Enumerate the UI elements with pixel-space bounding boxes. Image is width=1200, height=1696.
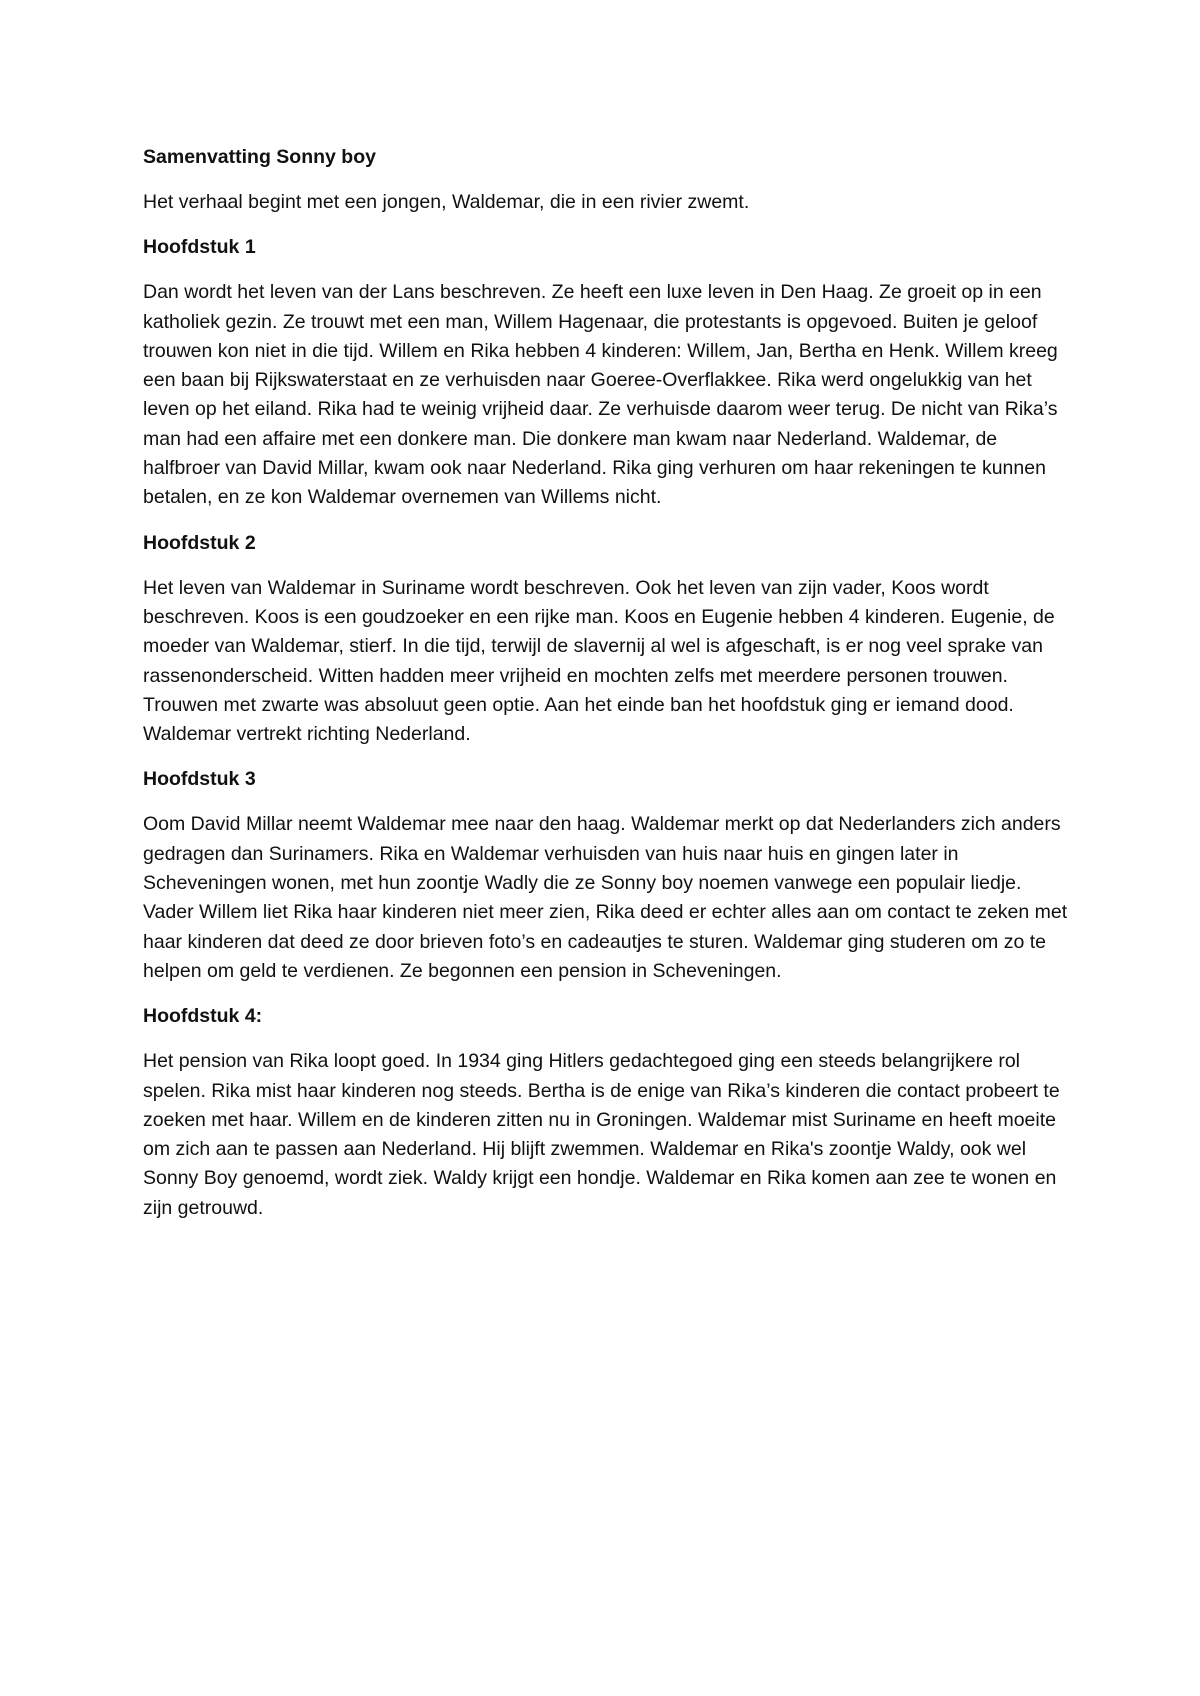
chapter-2 [143, 529, 1068, 750]
document-page [143, 143, 1068, 1239]
chapter-heading: Hoofdstuk 1 [143, 236, 256, 259]
chapter-paragraph: Het leven van Waldemar in Suriname wordt beschreven. Ook het leven van zijn vader, Koos wordt beschreven. Koos is een goudzoeker en een rijke man. Koos en Eugenie hebben 4 kinderen. Eugenie, de moeder van Waldemar, stierf. In die tijd, terwijl de slavernij al wel is afgeschaft, is er nog veel sprake van rassenonderscheid. Witten hadden meer vrijheid en mochten zelfs met meerdere personen trouwen. Trouwen met zwarte was absoluut geen optie. Aan het einde ban het hoofdstuk ging er iemand dood. Waldemar vertrekt richting Nederland. [143, 576, 1055, 746]
chapter-3 [143, 765, 1068, 986]
chapter-paragraph: Het pension van Rika loopt goed. In 1934 ging Hitlers gedachtegoed ging een steeds belangrijkere rol spelen. Rika mist haar kinderen nog steeds. Bertha is de enige van Rika’s kinderen die contact probeert te zoeken met haar. Willem en de kinderen zitten nu in Groningen. Waldemar mist Suriname en heeft moeite om zich aan te passen aan Nederland. Hij blijft zwemmen. Waldemar en Rika's zoontje Waldy, ook wel Sonny Boy genoemd, wordt ziek. Waldy krijgt een hondje. Waldemar en Rika komen aan zee te wonen en zijn getrouwd. [143, 1050, 1060, 1219]
document-title: Samenvatting Sonny boy [143, 146, 376, 168]
chapter-1 [143, 233, 1068, 512]
chapter-paragraph: Oom David Millar neemt Waldemar mee naar den haag. Waldemar merkt op dat Nederlanders zich anders gedragen dan Surinamers. Rika en Waldemar verhuisden van huis naar huis en gingen later in Scheveningen wonen, met hun zoontje Wadly die ze Sonny boy noemen vanwege een populair liedje. Vader Willem liet Rika haar kinderen niet meer zien, Rika deed er echter alles aan om contact te zeken met haar kinderen dat deed ze door brieven foto’s en cadeautjes te sturen. Waldemar ging studeren om zo te helpen om geld te verdienen. Ze begonnen een pension in Scheveningen. [143, 813, 1068, 982]
chapter-heading: Hoofdstuk 2 [143, 531, 256, 554]
chapter-heading: Hoofdstuk 4: [143, 1005, 263, 1028]
chapter-heading: Hoofdstuk 3 [143, 768, 256, 791]
intro-paragraph: Het verhaal begint met een jongen, Waldemar, die in een rivier zwemt. [143, 191, 750, 213]
chapter-paragraph: Dan wordt het leven van der Lans beschreven. Ze heeft een luxe leven in Den Haag. Ze groeit op in een katholiek gezin. Ze trouwt met een man, Willem Hagenaar, die protestants is opgevoed. Buiten je geloof trouwen kon niet in die tijd. Willem en Rika hebben 4 kinderen: Willem, Jan, Bertha en Henk. Willem kreeg een baan bij Rijkswaterstaat en ze verhuisden naar Goeree-Overflakkee. Rika werd ongelukkig van het leven op het eiland. Rika had te weinig vrijheid daar. Ze verhuisde daarom weer terug. De nicht van Rika’s man had een affaire met een donkere man. Die donkere man kwam naar Nederland. Waldemar, de halfbroer van David Millar, kwam ook naar Nederland. Rika ging verhuren om haar rekeningen te kunnen betalen, en ze kon Waldemar overnemen van Willems nicht. [143, 281, 1058, 509]
chapter-4 [143, 1002, 1068, 1223]
